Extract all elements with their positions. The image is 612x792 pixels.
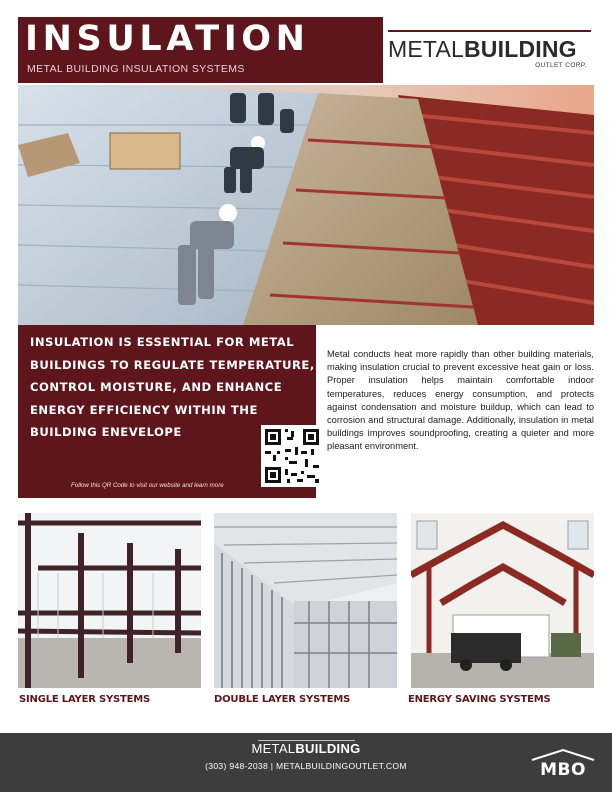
qr-caption: Follow this QR Code to visit our website and learn more	[71, 482, 224, 489]
logo-rule	[388, 30, 591, 32]
double-layer-photo	[214, 513, 397, 688]
mbo-badge	[530, 748, 600, 786]
mbo-badge-text: MBO	[540, 760, 586, 780]
hero-roof-photo	[18, 85, 594, 325]
energy-saving-photo-icon	[411, 513, 594, 688]
company-logo	[388, 30, 593, 74]
footer	[0, 733, 612, 792]
double-layer-label: DOUBLE LAYER SYSTEMS	[214, 694, 351, 705]
single-layer-photo	[18, 513, 201, 688]
logo-word-light: METAL	[388, 36, 464, 62]
qr-code-icon[interactable]	[261, 425, 323, 487]
callout-panel	[18, 325, 316, 498]
qr-code-graphic	[261, 425, 323, 487]
footer-contact[interactable]: (303) 948-2038 | METALBUILDINGOUTLET.COM	[205, 761, 407, 771]
double-layer-photo-icon	[214, 513, 397, 688]
footer-brand	[0, 741, 612, 756]
energy-saving-label: ENERGY SAVING SYSTEMS	[408, 694, 551, 705]
page-title: INSULATION	[25, 19, 310, 59]
page-subtitle: METAL BUILDING INSULATION SYSTEMS	[27, 63, 245, 75]
single-layer-label: SINGLE LAYER SYSTEMS	[19, 694, 151, 705]
single-layer-photo-icon	[18, 513, 201, 688]
title-block	[18, 17, 383, 83]
logo-wordmark	[388, 36, 577, 62]
footer-brand-bold: BUILDING	[295, 741, 361, 756]
logo-corp: OUTLET CORP.	[535, 62, 587, 69]
footer-brand-light: METAL	[251, 741, 296, 756]
energy-saving-photo	[411, 513, 594, 688]
callout-headline: INSULATION IS ESSENTIAL FOR METAL BUILDINGS TO REGULATE TEMPERATURE, CONTROL MOISTURE, AND ENHANCE ENERGY EFFICIENCY WITHIN THE BUILDING ENEVELOPE	[30, 335, 315, 439]
intro-paragraph: Metal conducts heat more rapidly than other building materials, making insulation crucial to prevent excessive heat gain or loss. Proper insulation helps maintain comfortable indoor temperatures, reduces energy consumption, and protects against condensation and moisture buildup, which can lead to corrosion and structural damage. Additionally, insulation in metal buildings improves soundproofing, creating a quieter and more pleasant environment.	[327, 349, 594, 452]
logo-word-bold: BUILDING	[463, 36, 577, 62]
hero-roof-photo-icon	[18, 85, 594, 325]
